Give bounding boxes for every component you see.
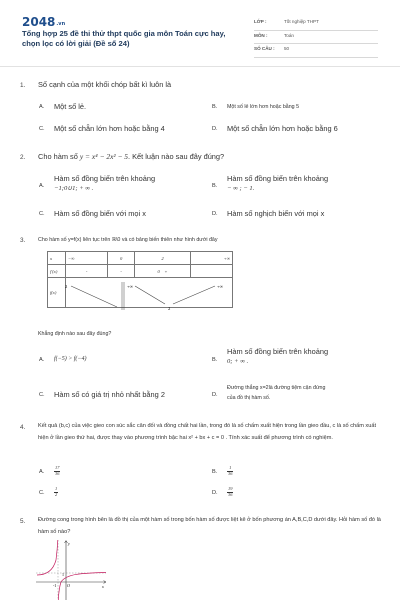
table-cell: -: [66, 265, 108, 278]
question-formula: y = x⁴ − 2x² − 5: [79, 152, 128, 161]
option-a[interactable]: [54, 466, 60, 476]
fraction-numerator: 17: [55, 465, 60, 470]
question-number: 4.: [20, 424, 26, 431]
fraction-numerator: 1: [55, 486, 58, 491]
document-title: Tổng hợp 25 đề thi thử thpt quốc gia môn Toán cực hay, chọn lọc có lời giải (Đề số 24): [22, 29, 226, 48]
question-number: 5.: [20, 518, 26, 525]
meta-key: LỚP :: [254, 19, 267, 24]
arrow-down: [71, 286, 117, 307]
f-value-min: 2: [168, 306, 171, 311]
table-cell: 2: [135, 252, 191, 265]
table-row: [48, 265, 233, 278]
fraction: [54, 487, 58, 497]
table-cell: f(x): [48, 278, 66, 308]
option-letter[interactable]: A.: [39, 183, 45, 189]
option-letter[interactable]: D.: [212, 490, 218, 496]
origin-label: O: [67, 583, 70, 588]
question-text-part: Cho hàm số: [38, 152, 80, 161]
option-b[interactable]: [227, 174, 328, 193]
table-cell: [190, 265, 232, 278]
meta-row-count: [254, 44, 378, 58]
option-letter[interactable]: A.: [39, 469, 45, 475]
option-b[interactable]: Một số lẻ lớn hơn hoặc bằng 5: [227, 104, 300, 110]
fraction-denominator: 36: [228, 491, 233, 497]
meta-key: SỐ CÂU :: [254, 46, 275, 51]
option-letter[interactable]: C.: [39, 126, 45, 132]
curve-right-branch: [58, 573, 106, 600]
option-a[interactable]: f(−5) > f(−4): [54, 356, 87, 362]
option-d[interactable]: [227, 383, 325, 403]
fraction: [54, 466, 60, 476]
table-cell: −∞: [66, 252, 108, 265]
option-letter[interactable]: A.: [39, 104, 45, 110]
table-cell-text: 0: [157, 268, 160, 274]
question-text: Kết quả (b,c) của việc gieo con súc sắc cân đối và đồng chất hai lần, trong đó là số chấm xuất hiện trong lần gieo đầu, c là số chấm xuất hiện ở lần gieo thứ hai, được thay vào phương trình bậc hai x² + bx + c = 0 . Tính xác suất để phương trình có nghiệm.: [38, 423, 377, 441]
meta-value: 50: [284, 46, 290, 51]
fraction: [227, 466, 233, 476]
option-letter[interactable]: C.: [39, 211, 45, 217]
option-c[interactable]: Một số chẵn lớn hơn hoặc bằng 4: [54, 124, 165, 133]
site-logo[interactable]: [22, 15, 65, 29]
x-label: x: [102, 584, 104, 589]
fraction-denominator: 2: [55, 491, 58, 497]
option-letter[interactable]: C.: [39, 392, 45, 398]
meta-value: Tốt nghiệp THPT: [284, 19, 319, 24]
option-a[interactable]: [54, 174, 155, 193]
question-text-part: . Kết luận nào sau đây đúng?: [127, 152, 225, 161]
table-cell-text: +: [164, 268, 168, 274]
meta-key: MÔN :: [254, 32, 268, 38]
option-c[interactable]: Hàm số đồng biến với mọi x: [54, 209, 146, 218]
question-text: [38, 152, 224, 161]
option-text-line: Hàm số đồng biến trên khoảng: [54, 174, 156, 183]
meta-row-subject: [254, 31, 378, 45]
arrow-down: [135, 286, 165, 304]
option-d[interactable]: Một số chẵn lớn hơn hoặc bằng 6: [227, 124, 338, 133]
option-letter[interactable]: B.: [212, 357, 218, 363]
meta-value: Toán: [284, 32, 294, 38]
option-c[interactable]: [54, 487, 58, 497]
header-divider: [0, 66, 400, 67]
option-letter[interactable]: D.: [212, 392, 218, 398]
f-value-right: +∞: [217, 284, 223, 289]
option-math-line: − ∞ ; − 1.: [227, 185, 255, 192]
fraction-denominator: 36: [228, 470, 233, 476]
option-b[interactable]: [227, 466, 233, 476]
meta-row-class: [254, 17, 378, 31]
option-b[interactable]: [227, 347, 328, 366]
tick-minus-one: -1: [53, 583, 57, 588]
option-text-line: của đồ thị hàm số.: [227, 395, 271, 401]
arrow-up: [173, 286, 215, 304]
option-c[interactable]: Hàm số có giá trị nhỏ nhất bằng 2: [54, 390, 165, 399]
table-cell: f'(x): [48, 265, 66, 278]
option-d[interactable]: Hàm số nghịch biến với mọi x: [227, 209, 325, 218]
table-row: [48, 252, 233, 265]
meta-panel: [254, 17, 378, 58]
option-a[interactable]: Một số lẻ.: [54, 102, 87, 111]
question-number: 1.: [20, 82, 26, 89]
page-header: [0, 0, 400, 64]
option-text-line: Hàm số đồng biến trên khoảng: [227, 174, 329, 183]
variation-arrows: [65, 280, 235, 312]
y-label: y: [68, 541, 70, 546]
fraction-numerator: 19: [228, 486, 233, 491]
fraction-denominator: 36: [55, 470, 60, 476]
question-text: Số cạnh của một khối chóp bất kì luôn là: [38, 80, 172, 89]
logo-text: 2048: [22, 15, 56, 29]
option-text-line: Hàm số đồng biến trên khoảng: [227, 347, 329, 356]
question-text: Cho hàm số y=f(x) liên tục trên ℝ\0 và có bảng biến thiên như hình dưới đây: [38, 237, 218, 243]
fraction-numerator: 1: [227, 466, 233, 472]
option-letter[interactable]: B.: [212, 183, 218, 189]
table-cell: [135, 265, 191, 278]
question-number: 2.: [20, 154, 26, 161]
table-cell: +∞: [190, 252, 232, 265]
option-letter[interactable]: C.: [39, 490, 45, 496]
curve-left-branch: [37, 540, 58, 575]
logo-suffix: .vn: [56, 21, 66, 27]
option-text-line: Đường thẳng x=2là đường tiệm cận đứng: [227, 385, 326, 391]
function-graph: [36, 540, 108, 600]
fraction: [227, 487, 233, 497]
f-value-infinity: +∞: [127, 284, 133, 289]
question-number: 3.: [20, 237, 26, 244]
tick-one: 1: [62, 572, 64, 577]
table-cell: 0: [108, 252, 135, 265]
option-letter[interactable]: B.: [212, 104, 218, 110]
f-value-left: 2: [65, 284, 68, 289]
option-math-line: 0; + ∞ .: [227, 358, 249, 365]
option-d[interactable]: [227, 487, 233, 497]
table-cell: -: [108, 265, 135, 278]
question-prompt: Khẳng định nào sau đây đúng?: [38, 331, 112, 337]
option-math-line: −1;0∪1; + ∞ .: [54, 185, 94, 192]
option-letter[interactable]: B.: [212, 469, 218, 475]
table-cell: x: [48, 252, 66, 265]
option-letter[interactable]: D.: [212, 126, 218, 132]
option-letter[interactable]: D.: [212, 211, 218, 217]
question-text: Đường cong trong hình bên là đồ thị của một hàm số trong bốn hàm số được liệt kê ở bốn phương án A,B,C,D dưới đây. Hỏi hàm số đó là hàm số nào?: [38, 517, 381, 535]
option-letter[interactable]: A.: [39, 357, 45, 363]
